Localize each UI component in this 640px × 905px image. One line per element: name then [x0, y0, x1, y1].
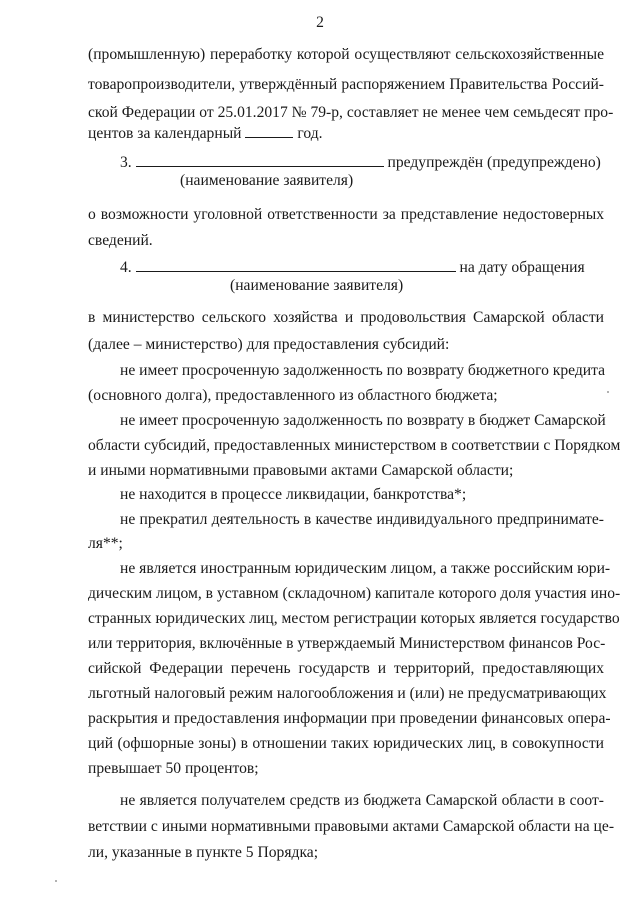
- applicant-caption: (наименование заявителя): [180, 172, 354, 189]
- applicant-name-blank: [136, 165, 384, 167]
- condition-line: не имеет просроченную задолженность по возврату бюджетного кредита: [120, 362, 606, 379]
- applicant-name-blank: [136, 270, 456, 272]
- text-line: ской Федерации от 25.01.2017 № 79-р, составляет не менее чем семьдесят про-: [88, 104, 614, 121]
- year-blank: [245, 136, 293, 138]
- condition-line: ля**;: [88, 535, 123, 552]
- scan-speck: [607, 391, 609, 393]
- text-line: товаропроизводители, утверждённый распоряжением Правительства Россий-: [88, 76, 604, 93]
- condition-line: или территория, включённые в утверждаемый Министерством финансов Рос-: [88, 635, 606, 652]
- condition-line: не прекратил деятельность в качестве индивидуального предпринимате-: [120, 511, 604, 528]
- condition-line: раскрытия и предоставления информации при проведении финансовых опера-: [88, 710, 611, 727]
- condition-line: ций (офшорные зоны) в отношении таких юридических лиц, в совокупности: [88, 735, 604, 752]
- applicant-caption: (наименование заявителя): [230, 277, 404, 294]
- condition-line: льготный налоговый режим налогообложения и (или) не предусматривающих: [88, 685, 607, 702]
- condition-line: странных юридических лиц, местом регистрации которых является государство: [88, 610, 620, 627]
- page-number: 2: [316, 14, 324, 31]
- year-line: [88, 124, 604, 144]
- item-4-number: 4.: [120, 259, 132, 276]
- condition-line: превышает 50 процентов;: [88, 760, 259, 777]
- text-line: (далее – министерство) для предоставления субсидий:: [88, 336, 450, 353]
- condition-line: не является иностранным юридическим лицом, а также российским юри-: [120, 560, 611, 577]
- text-line: в министерство сельского хозяйства и продовольствия Самарской области: [88, 309, 604, 326]
- condition-line: не имеет просроченную задолженность по возврату в бюджет Самарской: [120, 412, 606, 429]
- condition-line: области субсидий, предоставленных министерством в соответствии с Порядком: [88, 437, 621, 454]
- item-3-text: предупреждён (предупреждено): [387, 154, 601, 171]
- text-line: сведений.: [88, 232, 153, 249]
- year-suffix: год.: [297, 125, 323, 142]
- text-line: о возможности уголовной ответственности за представление недостоверных: [88, 206, 604, 223]
- item-4-text: на дату обращения: [459, 259, 585, 276]
- condition-line: и иными нормативными правовыми актами Самарской области;: [88, 462, 514, 479]
- condition-line: ли, указанные в пункте 5 Порядка;: [88, 844, 319, 861]
- condition-line: сийской Федерации перечень государств и территорий, предоставляющих: [88, 660, 604, 677]
- condition-line: не находится в процессе ликвидации, банкротства*;: [120, 486, 467, 503]
- text-line: (промышленную) переработку которой осуществляют сельскохозяйственные: [88, 46, 604, 63]
- condition-line: ветствии с иными нормативными правовыми актами Самарской области на це-: [88, 818, 615, 835]
- condition-line: (основного долга), предоставленного из областного бюджета;: [88, 387, 498, 404]
- item-4-line: [120, 258, 604, 278]
- scan-speck: [55, 880, 57, 882]
- item-3-number: 3.: [120, 154, 132, 171]
- item-3-line: [120, 153, 604, 173]
- condition-line: дическим лицом, в уставном (складочном) капитале которого доля участия ино-: [88, 585, 621, 602]
- condition-line: не является получателем средств из бюджета Самарской области в соот-: [120, 792, 604, 809]
- text-line: центов за календарный: [88, 125, 242, 142]
